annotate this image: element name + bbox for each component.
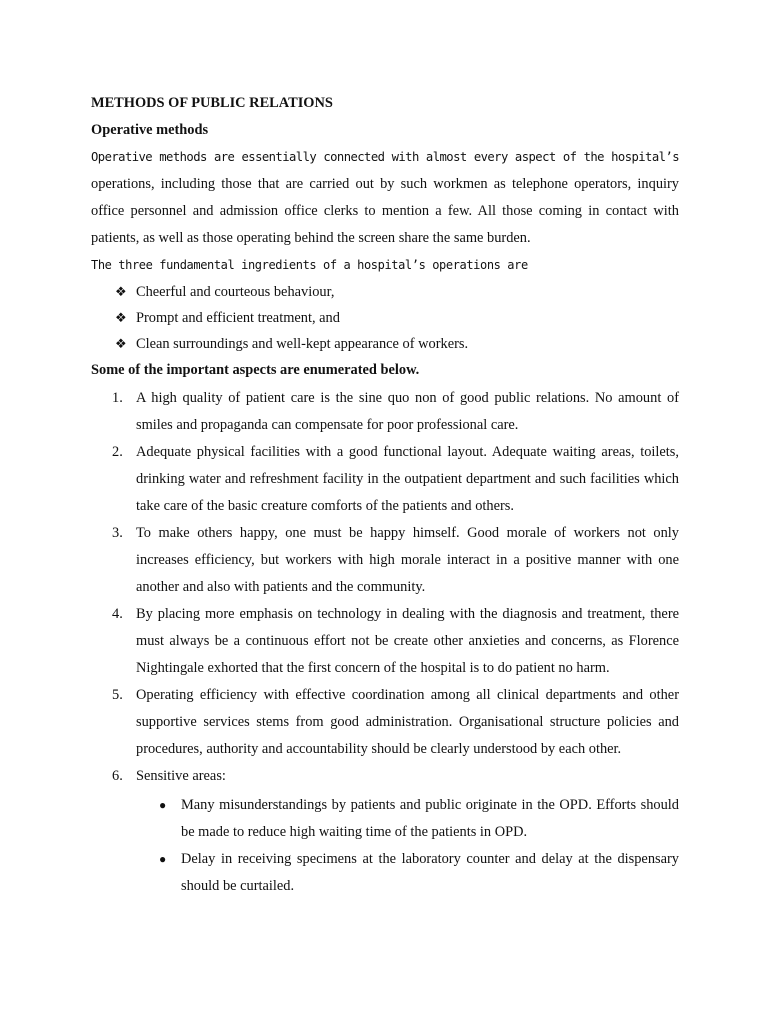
intro-paragraph: operations, including those that are carried out by such workmen as telephone operators, inquiry office personnel and admission office clerks to mention a few. All those coming in contact with patients, as well as those operating behind the screen share the same burden. <box>91 176 679 246</box>
diamond-bullet-icon: ❖ <box>115 310 127 325</box>
document-page <box>91 93 679 900</box>
list-item <box>136 846 679 900</box>
ingredients-lead: The three fundamental ingredients of a hospital’s operations are <box>91 258 528 272</box>
intro-first-line: Operative methods are essentially connected with almost every aspect of the hospital’s <box>91 150 679 164</box>
item-text: Sensitive areas: <box>136 768 226 784</box>
list-item <box>91 385 679 439</box>
ingredients-list <box>91 279 679 357</box>
list-item <box>91 520 679 601</box>
item-number: 2. <box>112 444 123 460</box>
item-number: 5. <box>112 687 123 703</box>
item-text: Operating efficiency with effective coordination among all clinical departments and other supportive services stems from good administration. Organisational structure policies and procedures, authority and accountability should be clearly understood by each other. <box>136 687 679 757</box>
dot-bullet-icon: ● <box>159 798 167 812</box>
aspects-list <box>91 385 679 900</box>
item-text: To make others happy, one must be happy himself. Good morale of workers not only increases efficiency, but workers with high morale interact in a positive manner with one another and also with patients and the community. <box>136 525 679 595</box>
item-text: Adequate physical facilities with a good functional layout. Adequate waiting areas, toilets, drinking water and refreshment facility in the outpatient department and such facilities which take care of the basic creature comforts of the patients and others. <box>136 444 679 514</box>
item-text: By placing more emphasis on technology in dealing with the diagnosis and treatment, there must always be a continuous effort not be create other anxieties and concerns, as Florence Nightingale exhorted that the first concern of the hospital is to do patient no harm. <box>136 606 679 676</box>
item-number: 4. <box>112 606 123 622</box>
list-item <box>91 439 679 520</box>
list-item <box>136 792 679 846</box>
ingredient-text: Prompt and efficient treatment, and <box>136 310 340 326</box>
diamond-bullet-icon: ❖ <box>115 284 127 299</box>
item-number: 6. <box>112 768 123 784</box>
section-subtitle: Operative methods <box>91 122 209 138</box>
sensitive-areas-list <box>136 792 679 900</box>
item-text: A high quality of patient care is the sine quo non of good public relations. No amount of smiles and propaganda can compensate for poor professional care. <box>136 390 679 433</box>
list-item <box>91 763 679 900</box>
sensitive-area-text: Many misunderstandings by patients and public originate in the OPD. Efforts should be made to reduce high waiting time of the patients in OPD. <box>181 797 679 840</box>
list-item <box>115 279 679 305</box>
list-item <box>91 682 679 763</box>
list-item <box>115 331 679 357</box>
item-number: 1. <box>112 390 123 406</box>
item-number: 3. <box>112 525 123 541</box>
aspects-heading: Some of the important aspects are enumerated below. <box>91 362 420 378</box>
sensitive-area-text: Delay in receiving specimens at the laboratory counter and delay at the dispensary should be curtailed. <box>181 851 679 894</box>
page-title: METHODS OF PUBLIC RELATIONS <box>91 95 333 111</box>
ingredient-text: Clean surroundings and well-kept appearance of workers. <box>136 336 469 352</box>
list-item <box>91 601 679 682</box>
dot-bullet-icon: ● <box>159 852 167 866</box>
ingredient-text: Cheerful and courteous behaviour, <box>136 284 335 300</box>
list-item <box>115 305 679 331</box>
diamond-bullet-icon: ❖ <box>115 336 127 351</box>
